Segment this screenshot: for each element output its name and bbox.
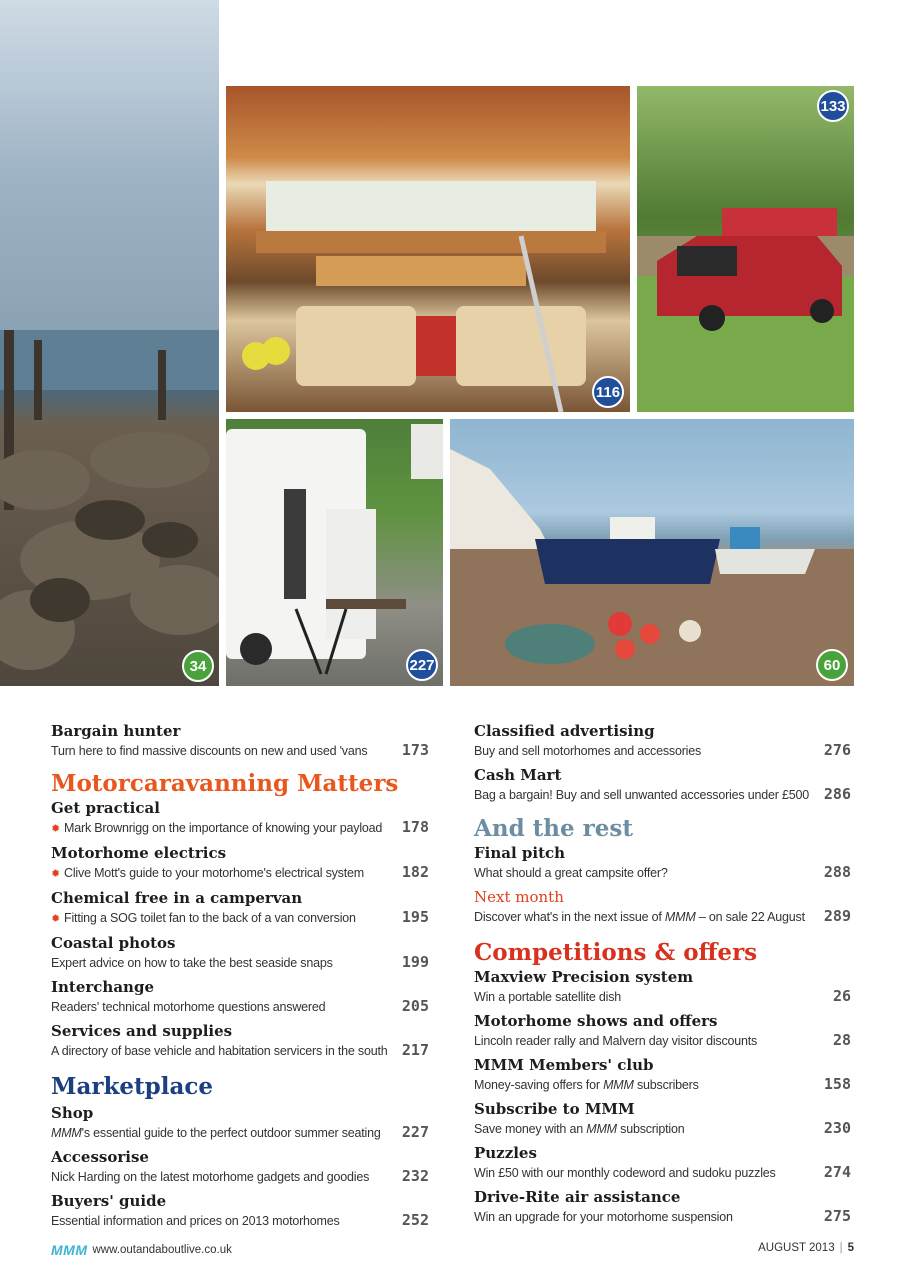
beach-boats-illustration bbox=[450, 419, 854, 686]
contents-entry-interchange[interactable] bbox=[51, 978, 429, 1016]
entry-page-number: 26 bbox=[832, 987, 851, 1005]
footer-separator: | bbox=[839, 1242, 843, 1254]
entry-page-number: 252 bbox=[401, 1211, 429, 1229]
camper-with-woman-photo bbox=[226, 419, 443, 686]
contents-entry-motorhome-electrics[interactable] bbox=[51, 844, 429, 883]
entry-description: Win an upgrade for your motorhome suspension bbox=[474, 1210, 733, 1224]
section-heading-and-the-rest: And the rest bbox=[474, 815, 633, 842]
entry-page-number: 275 bbox=[823, 1207, 851, 1225]
contents-entry-get-practical[interactable] bbox=[51, 799, 429, 838]
entry-page-number: 288 bbox=[823, 863, 851, 881]
entry-page-number: 217 bbox=[401, 1041, 429, 1059]
contents-entry-buyers-guide[interactable] bbox=[51, 1192, 429, 1230]
entry-title: Shop bbox=[51, 1104, 94, 1122]
motorhome-interior-photo bbox=[226, 86, 630, 412]
entry-title: Bargain hunter bbox=[51, 722, 181, 740]
entry-description: Nick Harding on the latest motorhome gadgets and goodies bbox=[51, 1170, 370, 1184]
campervan-illustration bbox=[637, 86, 854, 412]
entry-page-number: 227 bbox=[401, 1123, 429, 1141]
contents-right-column bbox=[474, 722, 851, 1226]
entry-description: Clive Mott's guide to your motorhome's electrical system bbox=[64, 866, 364, 880]
page-badge-227: 227 bbox=[406, 649, 438, 681]
entry-title: Cash Mart bbox=[474, 766, 562, 784]
mmm-emphasis: MMM bbox=[586, 1122, 617, 1136]
contents-entry-subscribe[interactable] bbox=[474, 1100, 851, 1138]
star-bullet-icon: ✹ bbox=[51, 823, 61, 835]
contents-entry-bargain-hunter[interactable] bbox=[51, 722, 429, 760]
entry-page-number: 195 bbox=[401, 908, 429, 926]
entry-page-number: 178 bbox=[401, 818, 429, 836]
entry-title: Puzzles bbox=[474, 1144, 537, 1162]
contents-entry-motorhome-shows[interactable] bbox=[474, 1012, 851, 1050]
entry-description-prefix: Money-saving offers for bbox=[474, 1078, 604, 1092]
entry-title: Subscribe to MMM bbox=[474, 1100, 635, 1118]
entry-page-number: 28 bbox=[832, 1031, 851, 1049]
entry-title: Motorhome shows and offers bbox=[474, 1012, 718, 1030]
entry-title: Buyers' guide bbox=[51, 1192, 167, 1210]
entry-description: Win £50 with our monthly codeword and sudoku puzzles bbox=[474, 1166, 776, 1180]
contents-entry-next-month[interactable] bbox=[474, 888, 851, 926]
entry-description: 's essential guide to the perfect outdoor summer seating bbox=[81, 1126, 381, 1140]
contents-entry-members-club[interactable] bbox=[474, 1056, 851, 1094]
contents-entry-puzzles[interactable] bbox=[474, 1144, 851, 1182]
entry-title: Maxview Precision system bbox=[474, 968, 694, 986]
coast-photo bbox=[0, 0, 219, 686]
entry-description: Fitting a SOG toilet fan to the back of a van conversion bbox=[64, 911, 356, 925]
entry-title: Chemical free in a campervan bbox=[51, 889, 303, 907]
contents-entry-shop[interactable] bbox=[51, 1104, 429, 1142]
contents-entry-classified-advertising[interactable] bbox=[474, 722, 851, 760]
contents-entry-maxview[interactable] bbox=[474, 968, 851, 1006]
entry-description: Lincoln reader rally and Malvern day visitor discounts bbox=[474, 1034, 758, 1048]
page-badge-34: 34 bbox=[182, 650, 214, 682]
entry-page-number: 276 bbox=[823, 741, 851, 759]
entry-page-number: 173 bbox=[401, 741, 429, 759]
entry-title: Next month bbox=[474, 888, 564, 906]
mmm-emphasis: MMM bbox=[51, 1126, 82, 1140]
contents-entry-services-supplies[interactable] bbox=[51, 1022, 429, 1060]
entry-page-number: 182 bbox=[401, 863, 429, 881]
website-link[interactable]: www.outandaboutlive.co.uk bbox=[92, 1244, 232, 1256]
contents-entry-cash-mart[interactable] bbox=[474, 766, 851, 804]
entry-page-number: 289 bbox=[823, 907, 851, 925]
entry-page-number: 286 bbox=[823, 785, 851, 803]
entry-title: Classified advertising bbox=[474, 722, 655, 740]
section-heading-marketplace: Marketplace bbox=[51, 1073, 214, 1100]
coast-rocks-illustration bbox=[0, 0, 219, 686]
interior-illustration bbox=[226, 86, 630, 412]
contents-entry-coastal-photos[interactable] bbox=[51, 934, 429, 972]
entry-description: Buy and sell motorhomes and accessories bbox=[474, 744, 702, 758]
contents-entry-final-pitch[interactable] bbox=[474, 844, 851, 882]
mmm-emphasis: MMM bbox=[603, 1078, 634, 1092]
issue-date: AUGUST 2013 bbox=[758, 1242, 835, 1254]
entry-title: Drive-Rite air assistance bbox=[474, 1188, 681, 1206]
entry-description-prefix: Save money with an bbox=[474, 1122, 587, 1136]
entry-title: Accessorise bbox=[51, 1148, 149, 1166]
contents-left-column bbox=[51, 722, 429, 1230]
page-number: 5 bbox=[847, 1242, 854, 1254]
entry-description: Win a portable satellite dish bbox=[474, 990, 622, 1004]
entry-description-prefix: Discover what's in the next issue of bbox=[474, 910, 665, 924]
star-bullet-icon: ✹ bbox=[51, 868, 61, 880]
footer-right bbox=[758, 1242, 854, 1254]
page-badge-133: 133 bbox=[817, 90, 849, 122]
entry-description: Mark Brownrigg on the importance of knowing your payload bbox=[64, 821, 383, 835]
camper-illustration bbox=[226, 419, 443, 686]
entry-title: Interchange bbox=[51, 978, 154, 996]
mmm-emphasis: MMM bbox=[664, 910, 696, 924]
entry-title: MMM Members' club bbox=[474, 1056, 654, 1074]
section-heading-competitions-offers: Competitions & offers bbox=[474, 939, 758, 966]
entry-page-number: 199 bbox=[401, 953, 429, 971]
entry-page-number: 232 bbox=[401, 1167, 429, 1185]
entry-page-number: 230 bbox=[823, 1119, 851, 1137]
contents-entry-accessorise[interactable] bbox=[51, 1148, 429, 1186]
fishing-boats-beach-photo bbox=[450, 419, 854, 686]
entry-title: Motorhome electrics bbox=[51, 844, 227, 862]
entry-title: Services and supplies bbox=[51, 1022, 233, 1040]
star-bullet-icon: ✹ bbox=[51, 913, 61, 925]
entry-description: Bag a bargain! Buy and sell unwanted accessories under £500 bbox=[474, 788, 809, 802]
red-campervan-photo bbox=[637, 86, 854, 412]
entry-description: What should a great campsite offer? bbox=[474, 866, 668, 880]
entry-page-number: 158 bbox=[823, 1075, 851, 1093]
entry-description: Essential information and prices on 2013 motorhomes bbox=[51, 1214, 340, 1228]
contents-entry-chemical-free[interactable] bbox=[51, 889, 429, 928]
entry-title: Final pitch bbox=[474, 844, 566, 862]
page-badge-60: 60 bbox=[816, 649, 848, 681]
page-badge-116: 116 bbox=[592, 376, 624, 408]
entry-description: – on sale 22 August bbox=[695, 910, 805, 924]
mmm-logo: MMM bbox=[51, 1242, 88, 1258]
entry-description: subscription bbox=[616, 1122, 685, 1136]
entry-description: A directory of base vehicle and habitation servicers in the south bbox=[51, 1044, 388, 1058]
entry-page-number: 274 bbox=[823, 1163, 851, 1181]
entry-description: subscribers bbox=[633, 1078, 699, 1092]
entry-page-number: 205 bbox=[401, 997, 429, 1015]
entry-title: Get practical bbox=[51, 799, 160, 817]
footer-left bbox=[51, 1242, 232, 1258]
contents-entry-drive-rite[interactable] bbox=[474, 1188, 851, 1226]
section-heading-motorcaravanning-matters: Motorcaravanning Matters bbox=[51, 770, 399, 797]
entry-description: Readers' technical motorhome questions answered bbox=[51, 1000, 326, 1014]
entry-description: Turn here to find massive discounts on new and used 'vans bbox=[51, 744, 368, 758]
entry-title: Coastal photos bbox=[51, 934, 176, 952]
entry-description: Expert advice on how to take the best seaside snaps bbox=[51, 956, 333, 970]
